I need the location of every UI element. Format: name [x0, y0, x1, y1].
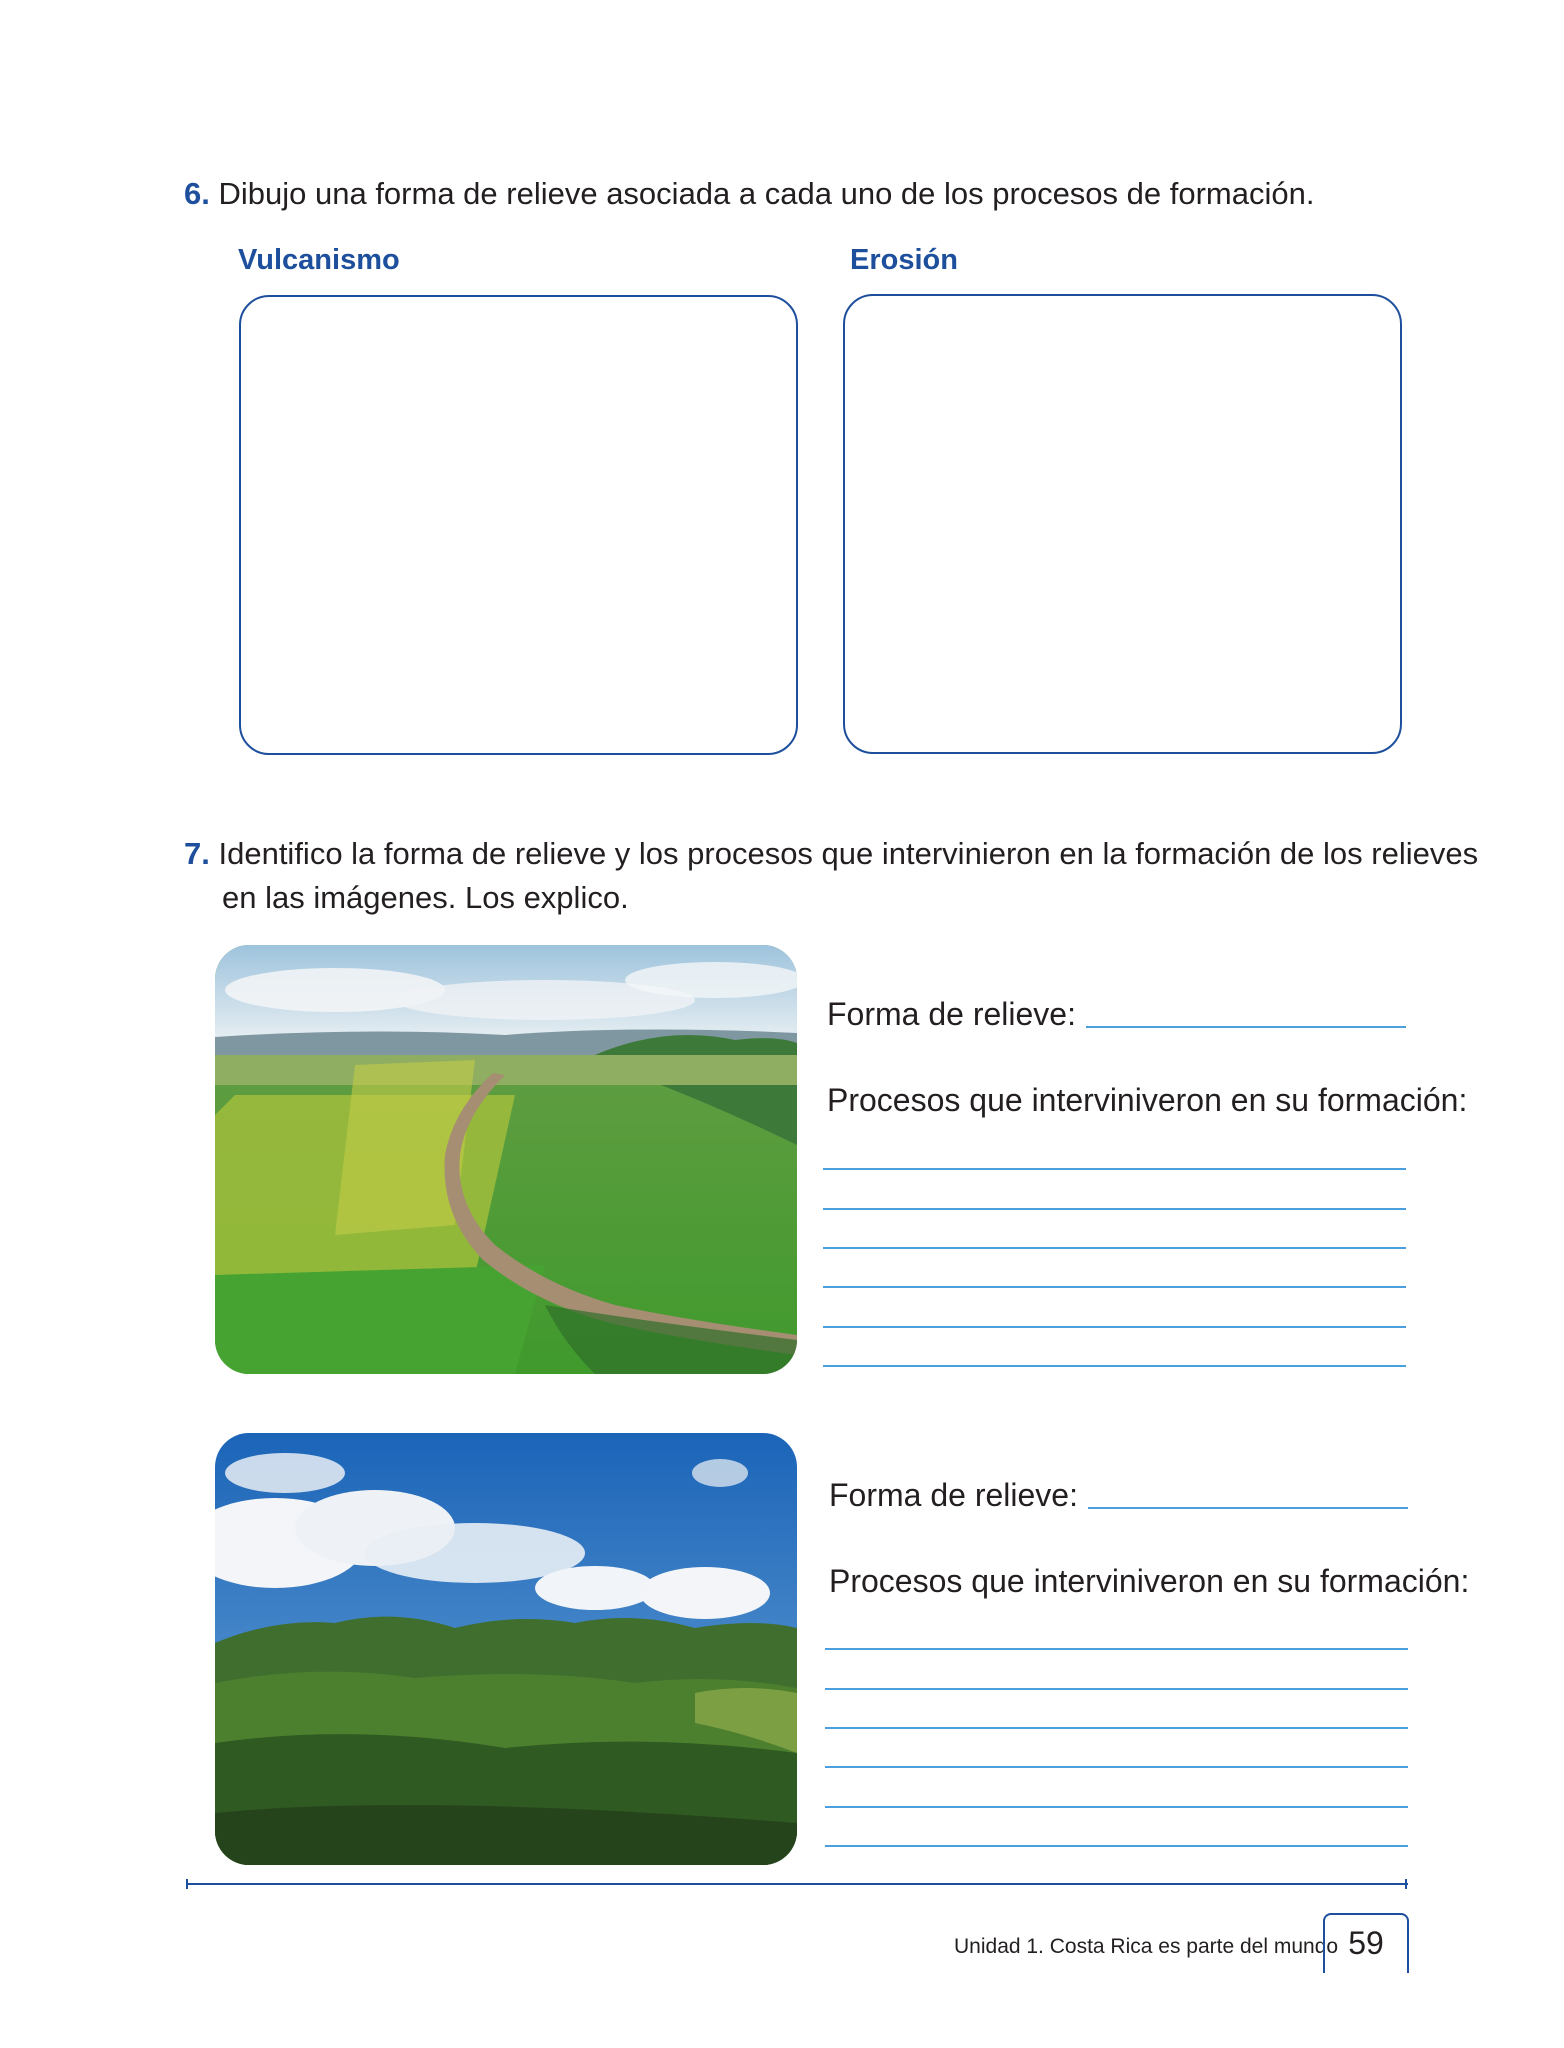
item-1-process-label: Procesos que interviniveron en su formación:: [827, 1082, 1468, 1118]
item-1-process-answer-line[interactable]: [823, 1286, 1406, 1288]
footer-rule-tick-left: [186, 1879, 188, 1889]
item-2-form-answer-line[interactable]: [1088, 1507, 1408, 1509]
item-1-form-answer-line[interactable]: [1086, 1026, 1406, 1028]
footer-rule-tick-right: [1405, 1879, 1407, 1889]
question-6-text: Dibujo una forma de relieve asociada a cada uno de los procesos de formación.: [218, 176, 1315, 211]
question-6-prompt: [184, 172, 1314, 216]
item-2-process-answer-line[interactable]: [825, 1845, 1408, 1847]
erosion-drawing-box[interactable]: [843, 294, 1402, 754]
item-1-process-answer-line[interactable]: [823, 1326, 1406, 1328]
item-2-process-answer-line[interactable]: [825, 1766, 1408, 1768]
item-1-process-answer-line[interactable]: [823, 1168, 1406, 1170]
question-7-number: 7.: [184, 836, 210, 871]
question-7-prompt-line-1: [184, 832, 1478, 876]
footer-unit-text: Unidad 1. Costa Rica es parte del mundo: [954, 1935, 1339, 1958]
item-2-process-answer-line[interactable]: [825, 1727, 1408, 1729]
vulcanismo-label: Vulcanismo: [238, 244, 400, 276]
green-hills-landscape-photo: [215, 1433, 797, 1865]
erosion-label: Erosión: [850, 244, 958, 276]
item-2-process-answer-line[interactable]: [825, 1648, 1408, 1650]
item-1-process-answer-line[interactable]: [823, 1365, 1406, 1367]
item-1-form-label: Forma de relieve:: [827, 996, 1076, 1032]
river-plain-aerial-photo: [215, 945, 797, 1374]
page-number-box: [1323, 1913, 1409, 1973]
item-1-process-answer-line[interactable]: [823, 1247, 1406, 1249]
vulcanismo-drawing-box[interactable]: [239, 295, 798, 755]
question-6-number: 6.: [184, 176, 210, 211]
item-2-process-answer-line[interactable]: [825, 1688, 1408, 1690]
item-2-process-label: Procesos que interviniveron en su formación:: [829, 1563, 1470, 1599]
item-2-form-label: Forma de relieve:: [829, 1477, 1078, 1513]
item-1-process-answer-line[interactable]: [823, 1208, 1406, 1210]
footer-rule: [187, 1883, 1408, 1885]
page-number: 59: [1348, 1925, 1384, 1961]
question-7-text-line-1: Identifico la forma de relieve y los procesos que intervinieron en la formación de los relieves: [218, 836, 1479, 871]
question-7-prompt-line-2: en las imágenes. Los explico.: [222, 880, 629, 915]
item-2-process-answer-line[interactable]: [825, 1806, 1408, 1808]
